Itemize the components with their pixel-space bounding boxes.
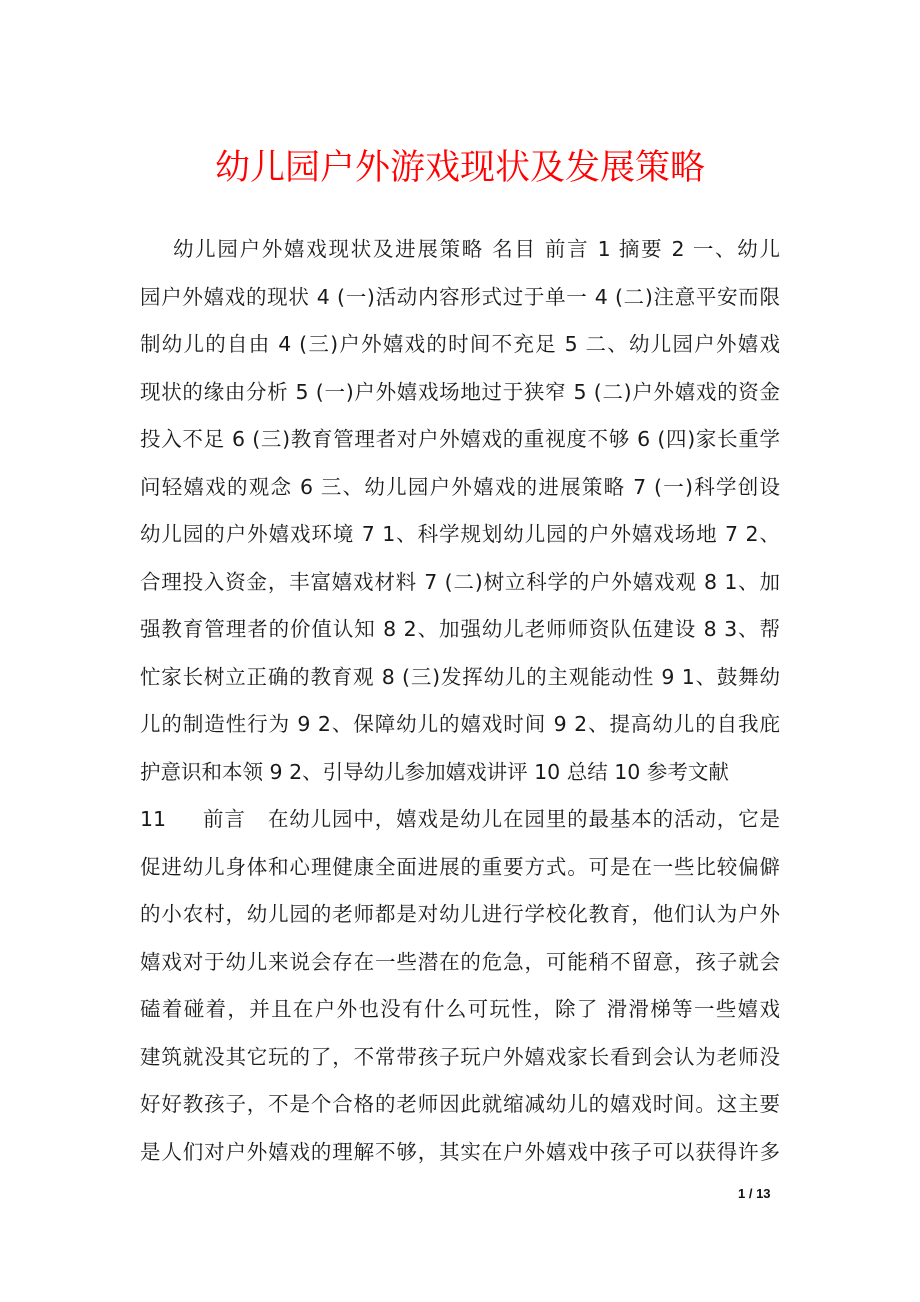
body-line: 幼儿园的户外嬉戏环境 7 1、科学规划幼儿园的户外嬉戏场地 7 2、 (140, 522, 780, 546)
body-line: 11 前言 在幼儿园中，嬉戏是幼儿在园里的最基本的活动，它是 (140, 807, 780, 831)
document-body (140, 226, 780, 1176)
body-line: 制幼儿的自由 4 (三)户外嬉戏的时间不充足 5 二、幼儿园户外嬉戏 (140, 332, 780, 356)
body-line: 护意识和本领 9 2、引导幼儿参加嬉戏讲评 10 总结 10 参考文献 (140, 759, 729, 784)
body-line: 是人们对户外嬉戏的理解不够，其实在户外嬉戏中孩子可以获得许多 (140, 1139, 780, 1164)
body-line: 忙家长树立正确的教育观 8 (三)发挥幼儿的主观能动性 9 1、鼓舞幼 (140, 664, 780, 689)
body-line: 现状的缘由分析 5 (一)户外嬉戏场地过于狭窄 5 (二)户外嬉戏的资金 (140, 379, 780, 404)
body-line: 合理投入资金，丰富嬉戏材料 7 (二)树立科学的户外嬉戏观 8 1、加 (140, 569, 780, 594)
body-line: 建筑就没其它玩的了，不常带孩子玩户外嬉戏家长看到会认为老师没 (140, 1044, 780, 1069)
body-line: 园户外嬉戏的现状 4 (一)活动内容形式过于单一 4 (二)注意平安而限 (140, 284, 780, 309)
body-line: 的小农村，幼儿园的老师都是对幼儿进行学校化教育，他们认为户外 (140, 902, 780, 926)
body-line: 投入不足 6 (三)教育管理者对户外嬉戏的重视度不够 6 (四)家长重学 (140, 427, 780, 451)
body-line: 好好教孩子，不是个合格的老师因此就缩减幼儿的嬉戏时间。这主要 (140, 1092, 780, 1116)
page-number: 1 / 13 (738, 1186, 771, 1201)
body-line: 儿的制造性行为 9 2、保障幼儿的嬉戏时间 9 2、提高幼儿的自我庇 (140, 712, 780, 736)
body-line: 嬉戏对于幼儿来说会存在一些潜在的危急，可能稍不留意，孩子就会 (140, 949, 780, 974)
body-line: 促进幼儿身体和心理健康全面进展的重要方式。可是在一些比较偏僻 (140, 854, 780, 879)
body-line: 幼儿园户外嬉戏现状及进展策略 名目 前言 1 摘要 2 一、幼儿 (140, 237, 780, 261)
document-title: 幼儿园户外游戏现状及发展策略 (214, 148, 705, 188)
body-line: 强教育管理者的价值认知 8 2、加强幼儿老师师资队伍建设 8 3、帮 (140, 617, 780, 641)
body-line: 问轻嬉戏的观念 6 三、幼儿园户外嬉戏的进展策略 7 (一)科学创设 (140, 474, 780, 499)
body-line: 磕着碰着，并且在户外也没有什么可玩性，除了 滑滑梯等一些嬉戏 (140, 997, 780, 1021)
